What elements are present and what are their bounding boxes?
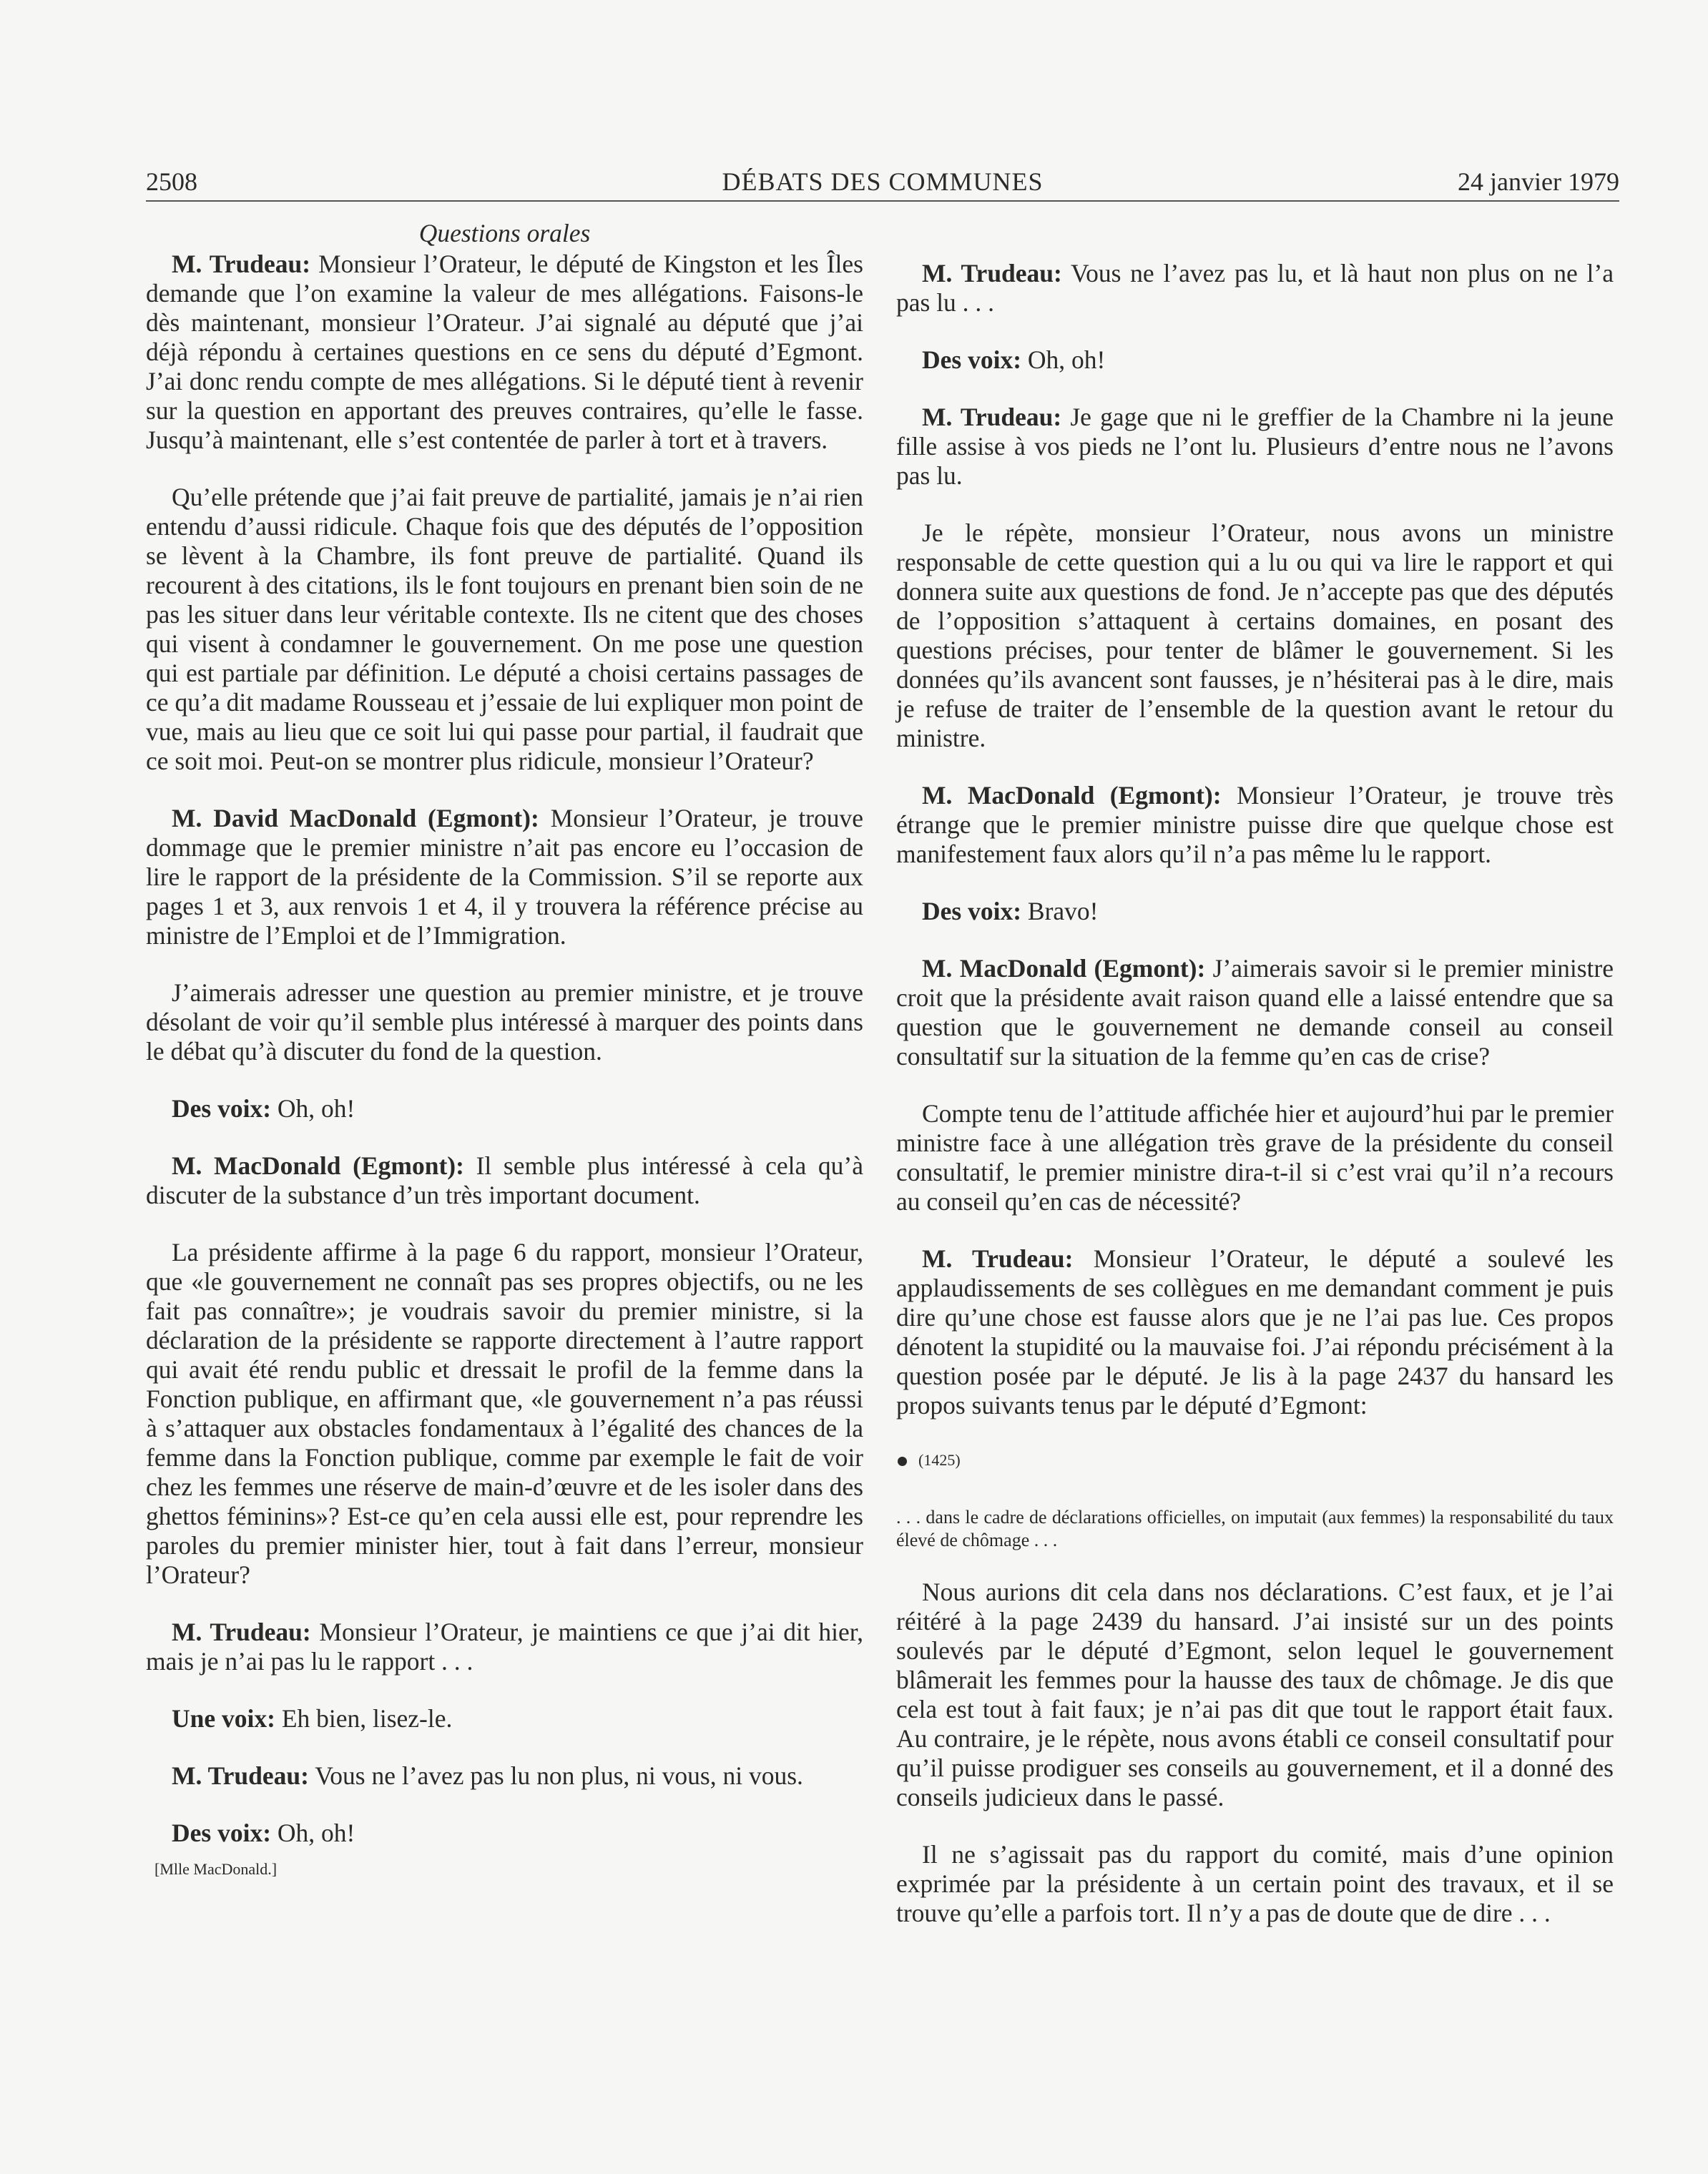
speaker-name: M. MacDonald (Egmont): <box>172 1151 464 1180</box>
paragraph-text: Je le répète, monsieur l’Orateur, nous avons un ministre responsable de cette question qui a lu ou qui va lire le rapport et qui donnera suite aux questions de fond. Je n’accepte pas que des députés de l’opposition s’attaquent à certains domaines, en posant des questions précises, pour tenter de blâmer le gouvernement. Si les données qu’ils avancent sont fausses, je n’hésiterai pas à le dire, mais je refuse de traiter de l’ensemble de la question avant le retour du ministre. <box>896 518 1614 752</box>
speaker-name: Des voix: <box>922 897 1022 925</box>
paragraph <box>146 1238 863 1590</box>
paragraph <box>146 1819 863 1848</box>
paragraph <box>146 978 863 1066</box>
speaker-name: Des voix: <box>922 345 1022 374</box>
bullet-icon <box>898 1457 907 1466</box>
paragraph-text: Monsieur l’Orateur, je trouve dommage que le premier ministre n’ait pas encore eu l’occasion de lire le rapport de la présidente de la Commission. S’il se reporte aux pages 1 et 3, aux renvois 1 et 4, il y trouvera la référence précise au ministre de l’Emploi et de l’Immigration. <box>146 804 864 950</box>
paragraph-text: Eh bien, lisez-le. <box>275 1704 453 1733</box>
paragraph <box>896 259 1614 318</box>
paragraph-text: Bravo! <box>1021 897 1099 925</box>
right-paragraphs-bottom <box>896 1578 1614 1928</box>
quoted-passage: . . . dans le cadre de déclarations officielles, on imputait (aux femmes) la responsabilité du taux élevé de chômage . . . <box>896 1507 1614 1550</box>
speaker-name: M. Trudeau: <box>922 403 1062 431</box>
paragraph-text: Monsieur l’Orateur, le député a soulevé les applaudissements de ses collègues en me demandant comment je puis dire qu’une chose est fausse alors que je ne l’ai pas lue. Ces propos dénotent la stupidité ou la mauvaise foi. J’ai répondu précisément à la question posée par le député. Je lis à la page 2437 du hansard les propos suivants tenus par le député d’Egmont: <box>896 1244 1614 1420</box>
paragraph-text: J’aimerais savoir si le premier ministre croit que la présidente avait raison quand elle a laissé entendre que sa question que le gouvernement ne demande conseil au conseil consultatif sur la situation de la femme qu’en cas de crise? <box>896 954 1614 1071</box>
paragraph <box>896 345 1614 375</box>
paragraph <box>146 1704 863 1733</box>
paragraph <box>146 1094 863 1123</box>
paragraph-text: Qu’elle prétende que j’ai fait preuve de partialité, jamais je n’ai rien entendu d’aussi ridicule. Chaque fois que des députés de l’opposition se lèvent à la Chambre, ils font preuve de partialité. Quand ils recourent à des citations, ils le font toujours en prenant bien soin de ne pas les situer dans leur véritable contexte. Ils ne citent que des choses qui visent à condamner le gouvernement. On me pose une question qui est partiale par définition. Le député a choisi certains passages de ce qu’a dit madame Rousseau et j’essaie de lui expliquer mon point de vue, mais au lieu que ce soit lui qui passe pour partial, il faudrait que ce soit moi. Peut-on se montrer plus ridicule, monsieur l’Orateur? <box>146 483 863 775</box>
speaker-name: M. MacDonald (Egmont): <box>922 954 1206 983</box>
time-marker <box>896 1445 1614 1475</box>
footnote: [Mlle MacDonald.] <box>154 1860 278 1878</box>
speaker-name: M. Trudeau: <box>172 1618 311 1646</box>
paragraph <box>896 403 1614 491</box>
speaker-name: Des voix: <box>172 1819 272 1847</box>
speaker-name: M. Trudeau: <box>172 250 311 278</box>
paragraph <box>896 781 1614 869</box>
paragraph <box>896 1244 1614 1420</box>
left-paragraphs <box>146 250 863 1848</box>
speaker-name: M. David MacDonald (Egmont): <box>172 804 539 832</box>
paragraph-text: Oh, oh! <box>1021 345 1106 374</box>
paragraph-text: Il ne s’agissait pas du rapport du comité, mais d’une opinion exprimée par la présidente à un certain point des travaux, et il se trouve qu’elle a parfois tort. Il n’y a pas de doute que de dire . . . <box>896 1840 1614 1927</box>
paragraph-text: Vous ne l’avez pas lu, et là haut non plus on ne l’a pas lu . . . <box>896 259 1614 317</box>
paragraph <box>146 1151 863 1210</box>
paragraph-text: Nous aurions dit cela dans nos déclarations. C’est faux, et je l’ai réitéré à la page 2439 du hansard. J’ai insisté sur un des points soulevés par le député d’Egmont, selon lequel le gouvernement blâmerait les femmes pour la hausse des taux de chômage. Je dis que cela est tout à fait faux; je n’ai pas dit que tout le rapport était faux. Au contraire, je le répète, nous avons établi ce conseil consultatif pour qu’il puisse prodiguer ses conseils au gouvernement, et il a donné des conseils judicieux dans le passé. <box>896 1578 1614 1811</box>
paragraph <box>146 1761 863 1791</box>
paragraph-text: Monsieur l’Orateur, le député de Kingston et les Îles demande que l’on examine la valeur de mes allégations. Faisons-le dès maintenant, monsieur l’Orateur. J’ai signalé au député que j’ai déjà répondu à certaines questions en ce sens du député d’Egmont. J’ai donc rendu compte de mes allégations. Si le député tient à revenir sur la question en apportant des preuves contraires, qu’elle le fasse. Jusqu’à maintenant, elle s’est contentée de parler à tort et à travers. <box>146 250 863 454</box>
left-column <box>146 219 863 1912</box>
paragraph <box>896 1840 1614 1928</box>
speaker-name: M. MacDonald (Egmont): <box>922 781 1222 810</box>
paragraph-text: Oh, oh! <box>271 1819 355 1847</box>
page-header <box>146 163 1619 202</box>
paragraph <box>146 483 863 776</box>
paragraph <box>896 897 1614 926</box>
paragraph-text: Monsieur l’Orateur, je trouve très étrange que le premier ministre puisse dire que quelque chose est manifestement faux alors qu’il n’a pas même lu le rapport. <box>896 781 1614 868</box>
paragraph-text: Je gage que ni le greffier de la Chambre ni la jeune fille assise à vos pieds ne l’ont lu. Plusieurs d’entre nous ne l’avons pas lu. <box>896 403 1614 490</box>
paragraph <box>146 804 863 950</box>
speaker-name: M. Trudeau: <box>922 1244 1074 1273</box>
speaker-name: Des voix: <box>172 1094 272 1123</box>
right-paragraphs-top <box>896 259 1614 1420</box>
speaker-name: M. Trudeau: <box>922 259 1062 287</box>
paragraph <box>146 250 863 455</box>
paragraph-text: Oh, oh! <box>271 1094 355 1123</box>
paragraph-text: Vous ne l’avez pas lu non plus, ni vous, ni vous. <box>308 1761 803 1790</box>
paragraph <box>896 954 1614 1071</box>
speaker-name: Une voix: <box>172 1704 275 1733</box>
right-column <box>896 259 1614 1956</box>
paragraph <box>896 1099 1614 1216</box>
publication-title: DÉBATS DES COMMUNES <box>722 167 1044 196</box>
speaker-name: M. Trudeau: <box>172 1761 309 1790</box>
paragraph-text: Monsieur l’Orateur, je maintiens ce que j’ai dit hier, mais je n’ai pas lu le rapport . . . <box>146 1618 863 1676</box>
paragraph <box>896 1578 1614 1812</box>
paragraph-text: Il semble plus intéressé à cela qu’à discuter de la substance d’un très important document. <box>146 1151 863 1209</box>
page-number: 2508 <box>146 167 197 196</box>
publication-date: 24 janvier 1979 <box>1458 167 1619 196</box>
paragraph <box>146 1618 863 1676</box>
paragraph-text: La présidente affirme à la page 6 du rapport, monsieur l’Orateur, que «le gouvernement ne connaît pas ses propres objectifs, ou ne les fait pas connaître»; je voudrais savoir du premier ministre, si la déclaration de la présidente se rapporte directement à l’autre rapport qui avait été rendu public et dressait le profil de la femme dans la Fonction publique, en affirmant que, «le gouvernement n’a pas réussi à s’attaquer aux obstacles fondamentaux à l’égalité des chances de la femme dans la Fonction publique, comme par exemple le fait de voir chez les femmes une réserve de main-d’œuvre et de les isoler dans des ghettos féminins»? Est-ce qu’en cela aussi elle est, pour reprendre les paroles du premier minister hier, tout à fait dans l’erreur, monsieur l’Orateur? <box>146 1238 863 1589</box>
section-title: Questions orales <box>418 219 591 247</box>
paragraph-text: Compte tenu de l’attitude affichée hier et aujourd’hui par le premier ministre face à une allégation très grave de la présidente du conseil consultatif, le premier ministre dira-t-il si c’est vrai qu’il n’a recours au conseil qu’en cas de nécessité? <box>896 1099 1614 1216</box>
paragraph <box>896 518 1614 753</box>
paragraph-text: J’aimerais adresser une question au premier ministre, et je trouve désolant de voir qu’il semble plus intéressé à marquer des points dans le débat qu’à discuter du fond de la question. <box>146 978 863 1066</box>
time-marker-label: (1425) <box>918 1451 961 1469</box>
